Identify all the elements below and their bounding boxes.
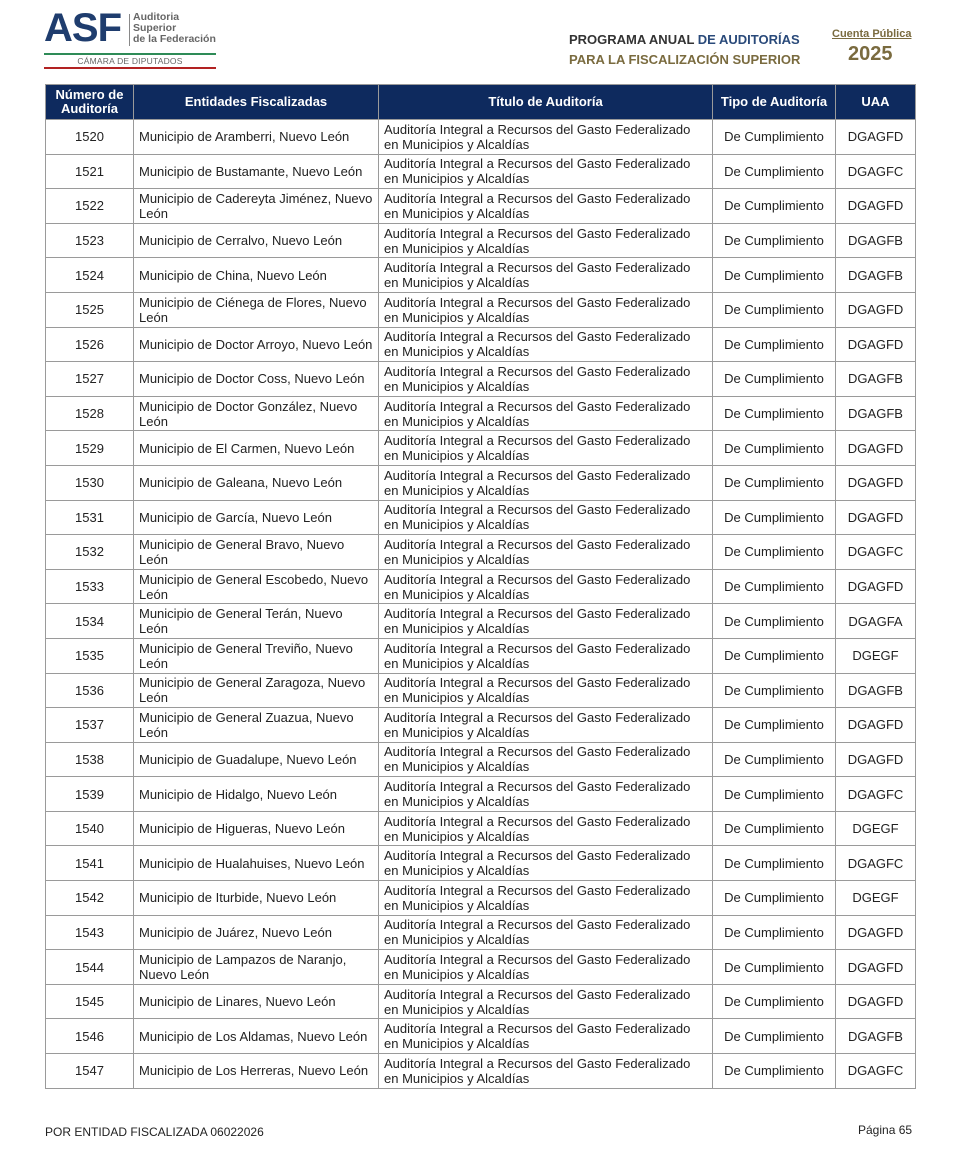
- table-row: [46, 327, 916, 362]
- audit-number: 1526: [46, 327, 134, 362]
- audit-title: Auditoría Integral a Recursos del Gasto Federalizado en Municipios y Alcaldías: [379, 1019, 713, 1054]
- uaa-code: DGAGFD: [836, 915, 916, 950]
- audit-number: 1533: [46, 569, 134, 604]
- table-row: [46, 742, 916, 777]
- audit-title: Auditoría Integral a Recursos del Gasto Federalizado en Municipios y Alcaldías: [379, 396, 713, 431]
- table-row: [46, 569, 916, 604]
- audit-type: De Cumplimiento: [713, 223, 836, 258]
- audit-type: De Cumplimiento: [713, 811, 836, 846]
- uaa-code: DGAGFC: [836, 154, 916, 189]
- entity-name: Municipio de Doctor Coss, Nuevo León: [134, 362, 379, 397]
- audit-type: De Cumplimiento: [713, 396, 836, 431]
- header-col-numero: Número de Auditoría: [46, 85, 134, 120]
- logo-green-line: [44, 53, 216, 55]
- table-row: [46, 846, 916, 881]
- entity-name: Municipio de Bustamante, Nuevo León: [134, 154, 379, 189]
- table-row: [46, 535, 916, 570]
- audit-number: 1524: [46, 258, 134, 293]
- logo-camara: CÁMARA DE DIPUTADOS: [77, 56, 183, 66]
- audit-number: 1541: [46, 846, 134, 881]
- uaa-code: DGAGFD: [836, 569, 916, 604]
- page-number: Página 65: [858, 1123, 913, 1137]
- uaa-code: DGAGFD: [836, 189, 916, 224]
- entity-name: Municipio de Galeana, Nuevo León: [134, 465, 379, 500]
- entity-name: Municipio de Iturbide, Nuevo León: [134, 881, 379, 916]
- audit-type: De Cumplimiento: [713, 500, 836, 535]
- audit-title: Auditoría Integral a Recursos del Gasto Federalizado en Municipios y Alcaldías: [379, 777, 713, 812]
- audit-type: De Cumplimiento: [713, 535, 836, 570]
- audit-number: 1536: [46, 673, 134, 708]
- audit-number: 1527: [46, 362, 134, 397]
- table-row: [46, 362, 916, 397]
- audit-number: 1535: [46, 638, 134, 673]
- uaa-code: DGAGFD: [836, 431, 916, 466]
- audit-number: 1547: [46, 1054, 134, 1089]
- audit-type: De Cumplimiento: [713, 362, 836, 397]
- table-row: [46, 431, 916, 466]
- entity-name: Municipio de Juárez, Nuevo León: [134, 915, 379, 950]
- audit-title: Auditoría Integral a Recursos del Gasto Federalizado en Municipios y Alcaldías: [379, 154, 713, 189]
- audit-type: De Cumplimiento: [713, 673, 836, 708]
- entity-name: Municipio de General Zuazua, Nuevo León: [134, 708, 379, 743]
- table-row: [46, 638, 916, 673]
- audit-number: 1546: [46, 1019, 134, 1054]
- audit-title: Auditoría Integral a Recursos del Gasto Federalizado en Municipios y Alcaldías: [379, 189, 713, 224]
- table-row: [46, 984, 916, 1019]
- uaa-code: DGAGFC: [836, 846, 916, 881]
- audit-number: 1532: [46, 535, 134, 570]
- header-col-titulo: Título de Auditoría: [379, 85, 713, 120]
- logo-red-line: [44, 67, 216, 69]
- audit-type: De Cumplimiento: [713, 258, 836, 293]
- audit-title: Auditoría Integral a Recursos del Gasto Federalizado en Municipios y Alcaldías: [379, 535, 713, 570]
- table-row: [46, 950, 916, 985]
- audit-title: Auditoría Integral a Recursos del Gasto Federalizado en Municipios y Alcaldías: [379, 292, 713, 327]
- entity-name: Municipio de Los Aldamas, Nuevo León: [134, 1019, 379, 1054]
- audit-title: Auditoría Integral a Recursos del Gasto Federalizado en Municipios y Alcaldías: [379, 881, 713, 916]
- uaa-code: DGAGFD: [836, 742, 916, 777]
- uaa-code: DGEGF: [836, 881, 916, 916]
- table-row: [46, 604, 916, 639]
- audit-type: De Cumplimiento: [713, 915, 836, 950]
- audit-title: Auditoría Integral a Recursos del Gasto Federalizado en Municipios y Alcaldías: [379, 258, 713, 293]
- entity-name: Municipio de General Zaragoza, Nuevo León: [134, 673, 379, 708]
- logo-subtitle: [133, 12, 216, 45]
- audit-title: Auditoría Integral a Recursos del Gasto Federalizado en Municipios y Alcaldías: [379, 638, 713, 673]
- table-row: [46, 500, 916, 535]
- table-row: [46, 1019, 916, 1054]
- logo-sub-line3: de la Federación: [133, 33, 216, 45]
- audit-title: Auditoría Integral a Recursos del Gasto Federalizado en Municipios y Alcaldías: [379, 604, 713, 639]
- audit-number: 1534: [46, 604, 134, 639]
- audit-title: Auditoría Integral a Recursos del Gasto Federalizado en Municipios y Alcaldías: [379, 500, 713, 535]
- document-title: [569, 30, 800, 70]
- uaa-code: DGAGFB: [836, 362, 916, 397]
- audit-title: Auditoría Integral a Recursos del Gasto Federalizado en Municipios y Alcaldías: [379, 327, 713, 362]
- audit-type: De Cumplimiento: [713, 950, 836, 985]
- entity-name: Municipio de García, Nuevo León: [134, 500, 379, 535]
- audit-number: 1539: [46, 777, 134, 812]
- audit-type: De Cumplimiento: [713, 154, 836, 189]
- entity-name: Municipio de Los Herreras, Nuevo León: [134, 1054, 379, 1089]
- entity-name: Municipio de Aramberri, Nuevo León: [134, 120, 379, 155]
- table-row: [46, 465, 916, 500]
- audit-number: 1521: [46, 154, 134, 189]
- entity-name: Municipio de China, Nuevo León: [134, 258, 379, 293]
- audit-title: Auditoría Integral a Recursos del Gasto Federalizado en Municipios y Alcaldías: [379, 742, 713, 777]
- table-row: [46, 292, 916, 327]
- uaa-code: DGAGFD: [836, 950, 916, 985]
- entity-name: Municipio de General Treviño, Nuevo León: [134, 638, 379, 673]
- audit-number: 1540: [46, 811, 134, 846]
- table-row: [46, 915, 916, 950]
- entity-name: Municipio de Hualahuises, Nuevo León: [134, 846, 379, 881]
- audit-title: Auditoría Integral a Recursos del Gasto Federalizado en Municipios y Alcaldías: [379, 223, 713, 258]
- audit-type: De Cumplimiento: [713, 292, 836, 327]
- audit-type: De Cumplimiento: [713, 604, 836, 639]
- uaa-code: DGAGFB: [836, 673, 916, 708]
- entity-name: Municipio de General Escobedo, Nuevo León: [134, 569, 379, 604]
- entity-name: Municipio de Doctor Arroyo, Nuevo León: [134, 327, 379, 362]
- audit-number: 1531: [46, 500, 134, 535]
- logo-sub-line2: Superior: [133, 22, 177, 34]
- uaa-code: DGAGFB: [836, 223, 916, 258]
- uaa-code: DGAGFD: [836, 984, 916, 1019]
- uaa-code: DGAGFC: [836, 777, 916, 812]
- audit-type: De Cumplimiento: [713, 465, 836, 500]
- table-row: [46, 189, 916, 224]
- audit-title: Auditoría Integral a Recursos del Gasto Federalizado en Municipios y Alcaldías: [379, 1054, 713, 1089]
- audit-title: Auditoría Integral a Recursos del Gasto Federalizado en Municipios y Alcaldías: [379, 465, 713, 500]
- uaa-code: DGAGFC: [836, 535, 916, 570]
- entity-name: Municipio de Ciénega de Flores, Nuevo León: [134, 292, 379, 327]
- audit-type: De Cumplimiento: [713, 984, 836, 1019]
- table-row: [46, 777, 916, 812]
- header-col-entidades: Entidades Fiscalizadas: [134, 85, 379, 120]
- entity-name: Municipio de Doctor González, Nuevo León: [134, 396, 379, 431]
- audit-number: 1538: [46, 742, 134, 777]
- audit-type: De Cumplimiento: [713, 1019, 836, 1054]
- header-col-tipo: Tipo de Auditoría: [713, 85, 836, 120]
- audit-number: 1543: [46, 915, 134, 950]
- audit-title: Auditoría Integral a Recursos del Gasto Federalizado en Municipios y Alcaldías: [379, 708, 713, 743]
- table-row: [46, 811, 916, 846]
- entity-name: Municipio de Cerralvo, Nuevo León: [134, 223, 379, 258]
- audit-title: Auditoría Integral a Recursos del Gasto Federalizado en Municipios y Alcaldías: [379, 569, 713, 604]
- entity-name: Municipio de Lampazos de Naranjo, Nuevo León: [134, 950, 379, 985]
- audit-title: Auditoría Integral a Recursos del Gasto Federalizado en Municipios y Alcaldías: [379, 811, 713, 846]
- entity-name: Municipio de Linares, Nuevo León: [134, 984, 379, 1019]
- uaa-code: DGAGFB: [836, 1019, 916, 1054]
- audit-type: De Cumplimiento: [713, 846, 836, 881]
- audit-title: Auditoría Integral a Recursos del Gasto Federalizado en Municipios y Alcaldías: [379, 673, 713, 708]
- table-row: [46, 223, 916, 258]
- entity-name: Municipio de Hidalgo, Nuevo León: [134, 777, 379, 812]
- uaa-code: DGAGFD: [836, 120, 916, 155]
- uaa-code: DGAGFD: [836, 708, 916, 743]
- audit-title: Auditoría Integral a Recursos del Gasto Federalizado en Municipios y Alcaldías: [379, 915, 713, 950]
- entity-name: Municipio de General Bravo, Nuevo León: [134, 535, 379, 570]
- audit-type: De Cumplimiento: [713, 777, 836, 812]
- uaa-code: DGAGFD: [836, 327, 916, 362]
- cuenta-publica-label: Cuenta Pública: [832, 28, 912, 40]
- table-row: [46, 881, 916, 916]
- audit-title: Auditoría Integral a Recursos del Gasto Federalizado en Municipios y Alcaldías: [379, 984, 713, 1019]
- audit-number: 1545: [46, 984, 134, 1019]
- entity-name: Municipio de Cadereyta Jiménez, Nuevo León: [134, 189, 379, 224]
- entity-name: Municipio de Guadalupe, Nuevo León: [134, 742, 379, 777]
- audit-title: Auditoría Integral a Recursos del Gasto Federalizado en Municipios y Alcaldías: [379, 362, 713, 397]
- logo-asf-text: ASF: [44, 6, 121, 50]
- uaa-code: DGAGFD: [836, 465, 916, 500]
- uaa-code: DGAGFD: [836, 500, 916, 535]
- audit-title: Auditoría Integral a Recursos del Gasto Federalizado en Municipios y Alcaldías: [379, 846, 713, 881]
- audit-type: De Cumplimiento: [713, 638, 836, 673]
- uaa-code: DGEGF: [836, 638, 916, 673]
- audit-type: De Cumplimiento: [713, 327, 836, 362]
- uaa-code: DGEGF: [836, 811, 916, 846]
- audits-table: [45, 84, 916, 1089]
- audit-number: 1529: [46, 431, 134, 466]
- footer-label: POR ENTIDAD FISCALIZADA 06022026: [45, 1125, 264, 1139]
- logo-sub-line1: Auditoria: [133, 11, 180, 23]
- uaa-code: DGAGFB: [836, 396, 916, 431]
- header-col-uaa: UAA: [836, 85, 916, 120]
- title-part2: DE AUDITORÍAS: [697, 32, 800, 47]
- entity-name: Municipio de El Carmen, Nuevo León: [134, 431, 379, 466]
- table-header-row: [46, 85, 916, 120]
- audit-number: 1530: [46, 465, 134, 500]
- audit-number: 1522: [46, 189, 134, 224]
- audit-number: 1523: [46, 223, 134, 258]
- audit-type: De Cumplimiento: [713, 120, 836, 155]
- table-row: [46, 258, 916, 293]
- audit-number: 1528: [46, 396, 134, 431]
- audit-number: 1525: [46, 292, 134, 327]
- entity-name: Municipio de General Terán, Nuevo León: [134, 604, 379, 639]
- audit-number: 1537: [46, 708, 134, 743]
- table-row: [46, 708, 916, 743]
- entity-name: Municipio de Higueras, Nuevo León: [134, 811, 379, 846]
- audit-type: De Cumplimiento: [713, 742, 836, 777]
- uaa-code: DGAGFD: [836, 292, 916, 327]
- audit-type: De Cumplimiento: [713, 569, 836, 604]
- audit-title: Auditoría Integral a Recursos del Gasto Federalizado en Municipios y Alcaldías: [379, 431, 713, 466]
- audit-number: 1542: [46, 881, 134, 916]
- table-row: [46, 154, 916, 189]
- year-label: 2025: [848, 43, 893, 65]
- uaa-code: DGAGFB: [836, 258, 916, 293]
- audit-number: 1544: [46, 950, 134, 985]
- title-part1: PROGRAMA ANUAL: [569, 32, 698, 47]
- title-line2: PARA LA FISCALIZACIÓN SUPERIOR: [569, 52, 801, 67]
- table-row: [46, 673, 916, 708]
- audit-type: De Cumplimiento: [713, 431, 836, 466]
- asf-logo: [44, 6, 219, 70]
- audit-number: 1520: [46, 120, 134, 155]
- audit-type: De Cumplimiento: [713, 881, 836, 916]
- audit-type: De Cumplimiento: [713, 189, 836, 224]
- audit-title: Auditoría Integral a Recursos del Gasto Federalizado en Municipios y Alcaldías: [379, 120, 713, 155]
- audit-type: De Cumplimiento: [713, 708, 836, 743]
- audit-title: Auditoría Integral a Recursos del Gasto Federalizado en Municipios y Alcaldías: [379, 950, 713, 985]
- table-row: [46, 1054, 916, 1089]
- table-row: [46, 396, 916, 431]
- uaa-code: DGAGFC: [836, 1054, 916, 1089]
- table-row: [46, 120, 916, 155]
- logo-separator: [129, 14, 130, 46]
- uaa-code: DGAGFA: [836, 604, 916, 639]
- audit-type: De Cumplimiento: [713, 1054, 836, 1089]
